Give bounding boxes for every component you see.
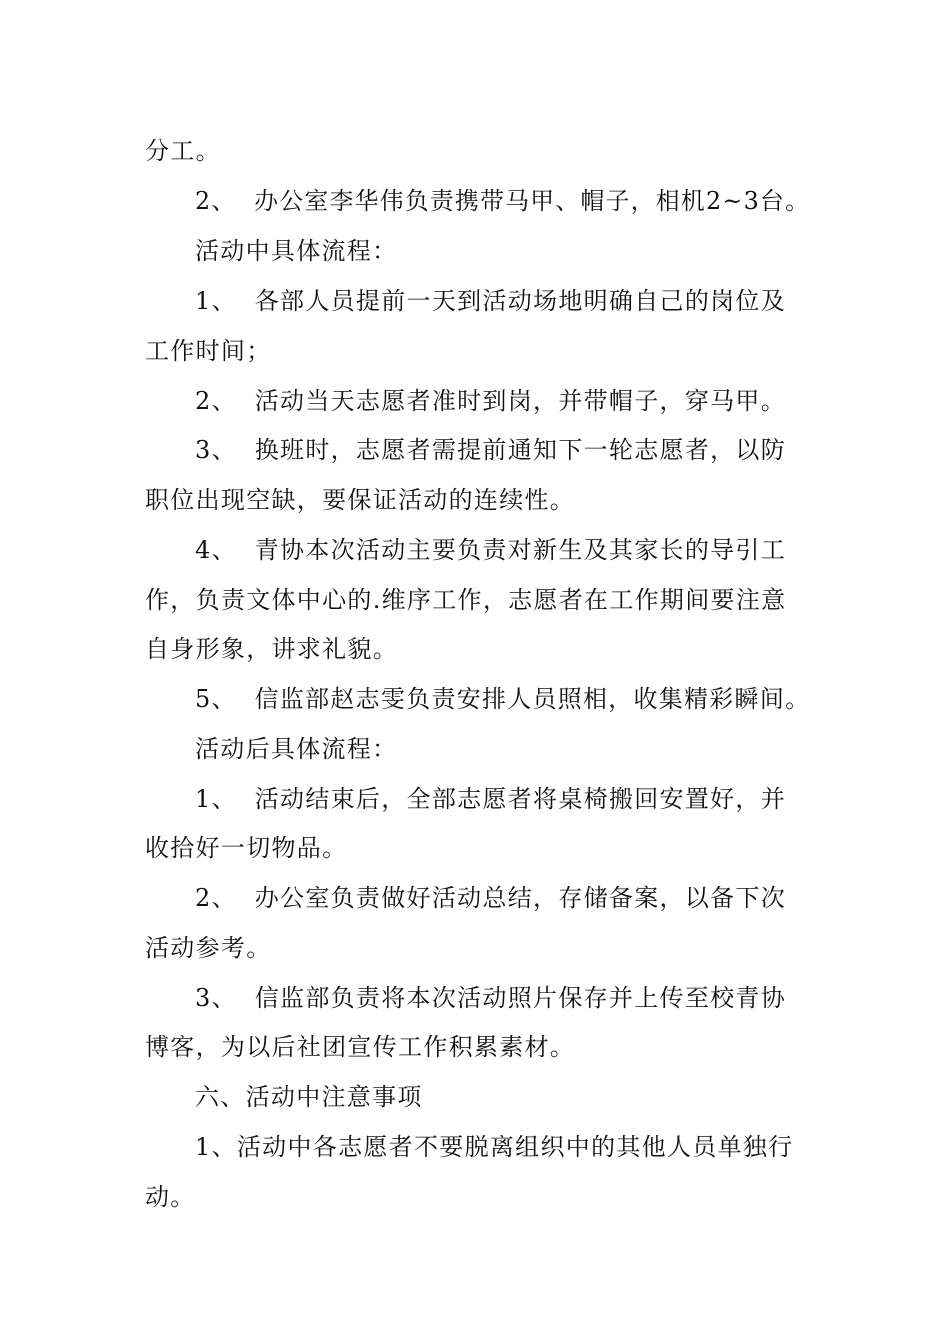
line-16: 2、 办公室负责做好活动总结，存储备案，以备下次 (195, 884, 787, 912)
line-20-heading: 六、活动中注意事项 (195, 1083, 423, 1111)
line-3-heading: 活动中具体流程： (195, 237, 398, 265)
line-17: 活动参考。 (145, 934, 272, 962)
line-11: 自身形象，讲求礼貌。 (145, 635, 398, 663)
line-8: 职位出现空缺，要保证活动的连续性。 (145, 486, 576, 514)
line-12: 5、 信监部赵志雯负责安排人员照相，收集精彩瞬间。 (195, 685, 811, 713)
line-9: 4、 青协本次活动主要负责对新生及其家长的导引工 (195, 536, 787, 564)
line-5: 工作时间； (145, 337, 272, 365)
line-6: 2、 活动当天志愿者准时到岗，并带帽子，穿马甲。 (195, 387, 787, 415)
line-22: 动。 (145, 1183, 196, 1211)
line-14: 1、 活动结束后，全部志愿者将桌椅搬回安置好，并 (195, 785, 787, 813)
line-19: 博客，为以后社团宣传工作积累素材。 (145, 1033, 576, 1061)
line-18: 3、 信监部负责将本次活动照片保存并上传至校青协 (195, 984, 787, 1012)
line-4: 1、 各部人员提前一天到活动场地明确自己的岗位及 (195, 287, 787, 315)
line-10: 作，负责文体中心的.维序工作，志愿者在工作期间要注意 (145, 586, 787, 614)
line-15: 收拾好一切物品。 (145, 834, 348, 862)
line-7: 3、 换班时，志愿者需提前通知下一轮志愿者，以防 (195, 436, 787, 464)
line-2: 2、 办公室李华伟负责携带马甲、帽子，相机2~3台。 (195, 187, 811, 215)
line-13-heading: 活动后具体流程： (195, 735, 398, 763)
line-21: 1、活动中各志愿者不要脱离组织中的其他人员单独行 (195, 1133, 794, 1161)
line-1: 分工。 (145, 137, 221, 165)
